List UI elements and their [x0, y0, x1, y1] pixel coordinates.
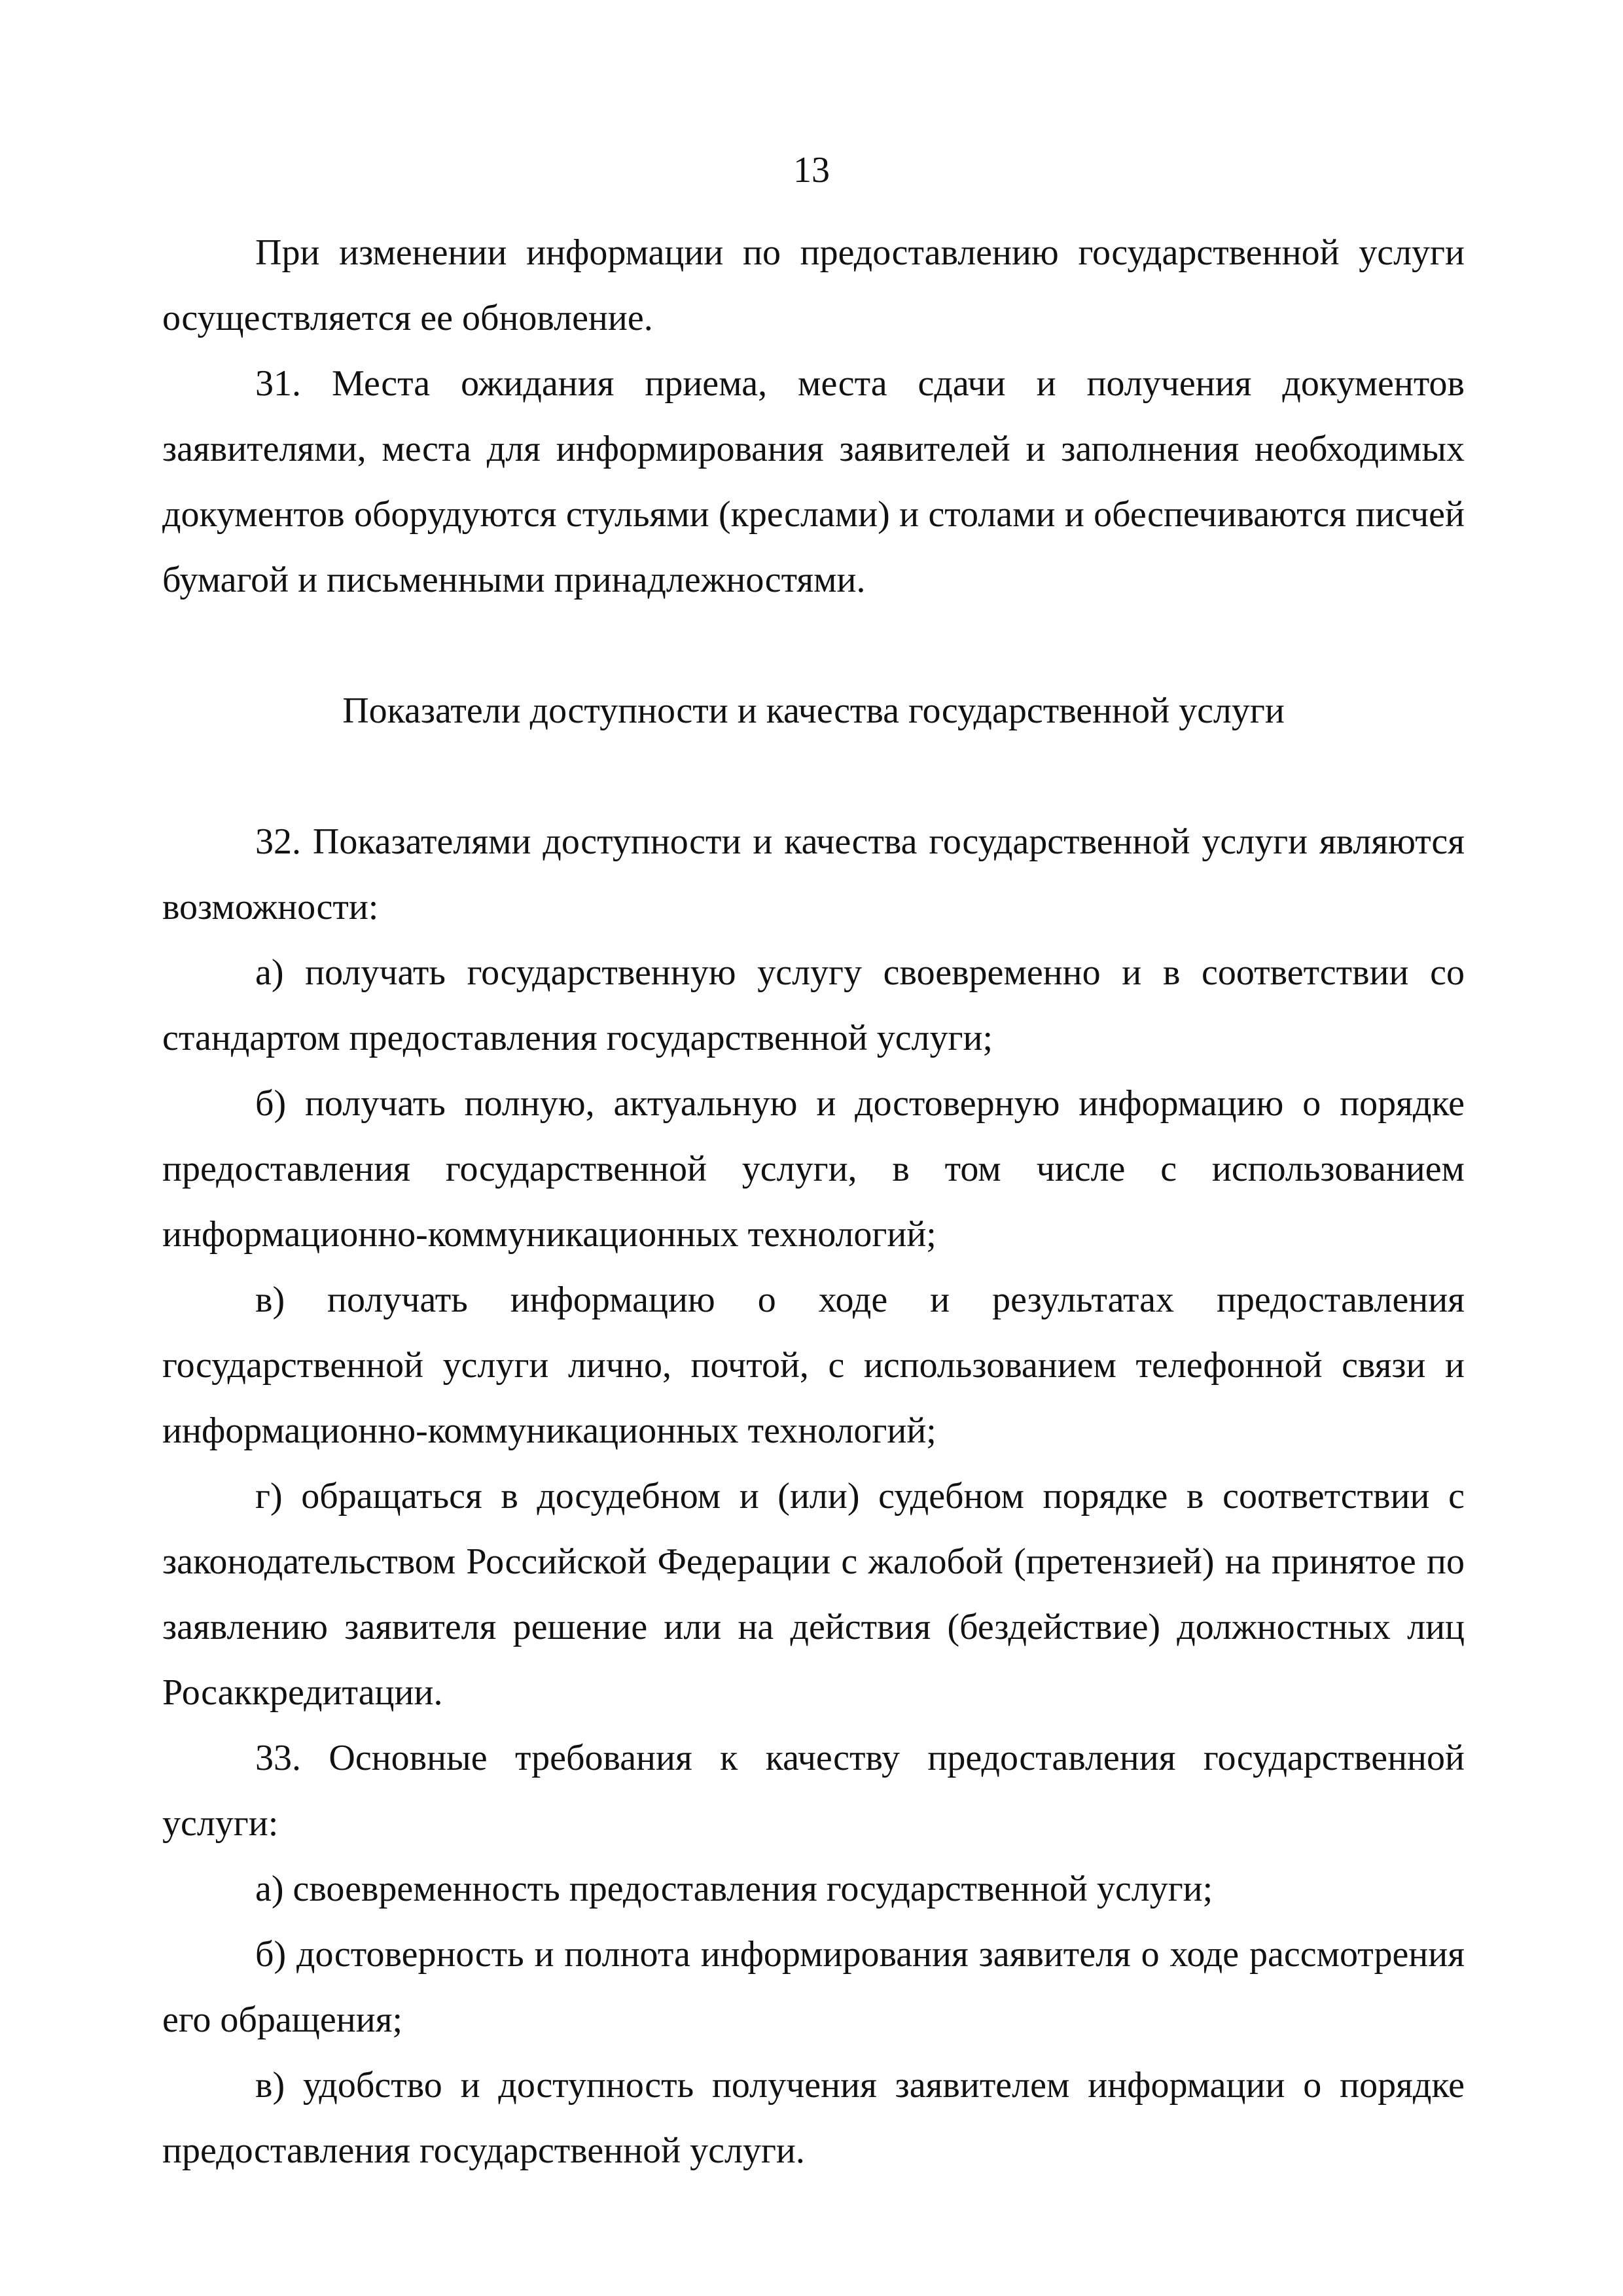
- section-spacer: [162, 613, 1465, 678]
- paragraph-32-b: б) получать полную, актуальную и достоверную информацию о порядке предоставления государственной услуги, в том числе с использованием информационно-коммуникационных технологий;: [162, 1083, 1465, 1255]
- paragraph-32-v: в) получать информацию о ходе и результатах предоставления государственной услуги лично, почтой, с использованием телефонной связи и информационно-коммуникационных технологий;: [162, 1280, 1465, 1451]
- paragraph-32-g: г) обращаться в досудебном и (или) судебном порядке в соответствии с законодательством Российской Федерации с жалобой (претензией) на принятое по заявлению заявителя решение или на действия (бездействие) должностных лиц Росаккредитации.: [162, 1476, 1465, 1713]
- paragraph-32-indicators: 32. Показателями доступности и качества государственной услуги являются возможности:: [162, 821, 1465, 927]
- section-heading: Показатели доступности и качества государственной услуги: [342, 691, 1285, 731]
- paragraph-33-requirements: 33. Основные требования к качеству предоставления государственной услуги:: [162, 1738, 1465, 1844]
- paragraph-33-v: в) удобство и доступность получения заявителем информации о порядке предоставления государственной услуги.: [162, 2065, 1465, 2171]
- paragraph-info-update: При изменении информации по предоставлению государственной услуги осуществляется ее обновление.: [162, 232, 1465, 338]
- paragraph-33-a: а) своевременность предоставления государственной услуги;: [255, 1869, 1213, 1909]
- paragraph-32-a: а) получать государственную услугу своевременно и в соответствии со стандартом предоставления государственной услуги;: [162, 952, 1465, 1058]
- section-spacer: [162, 744, 1465, 809]
- page-number: 13: [793, 150, 830, 190]
- document-body: [162, 220, 1465, 2183]
- paragraph-33-b: б) достоверность и полнота информирования заявителя о ходе рассмотрения его обращения;: [162, 1934, 1465, 2040]
- paragraph-31-waiting-areas: 31. Места ожидания приема, места сдачи и получения документов заявителями, места для информирования заявителей и заполнения необходимых документов оборудуются стульями (креслами) и столами и обеспечиваются писчей бумагой и письменными принадлежностями.: [162, 363, 1465, 600]
